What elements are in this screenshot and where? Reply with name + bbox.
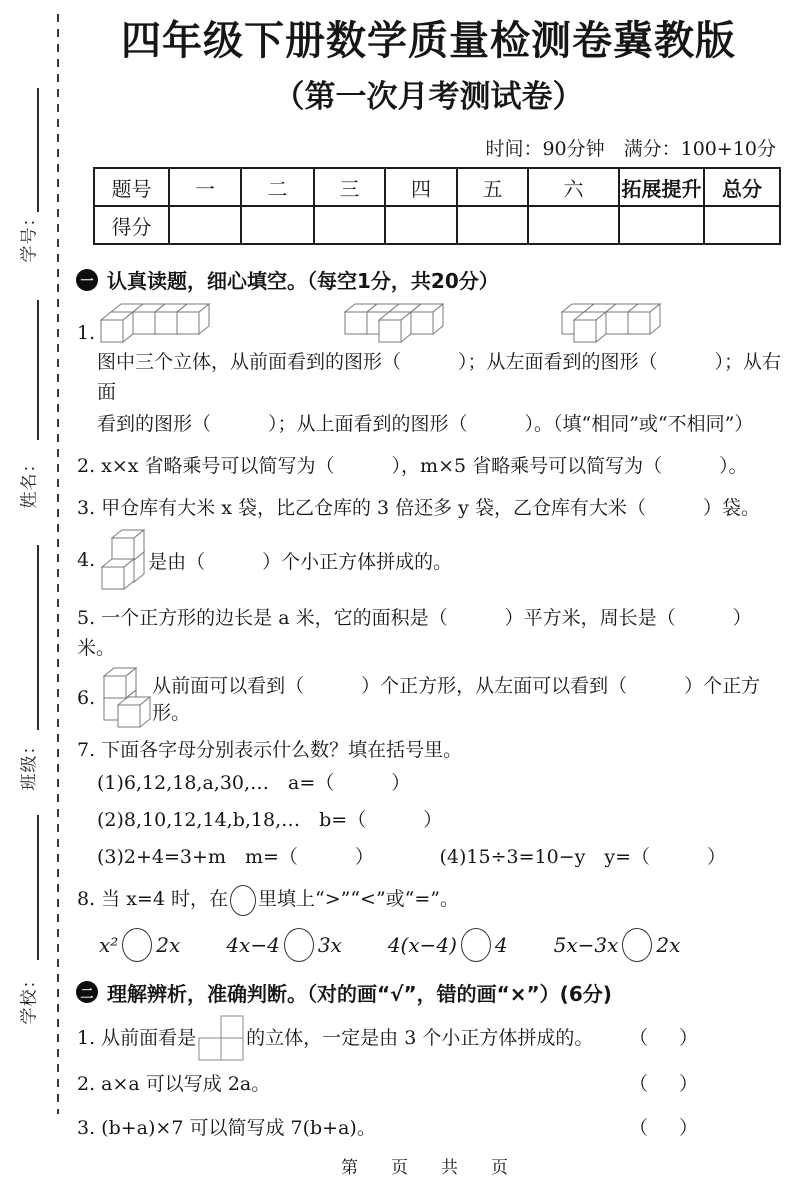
judge-2-answer-blank: （ ） xyxy=(628,1072,704,1095)
exam-meta: 时间：90分钟 满分：100+10分 xyxy=(485,138,776,161)
score-cell-empty xyxy=(704,206,780,244)
score-table xyxy=(93,167,781,245)
comparison-right: 2x xyxy=(656,932,681,957)
score-cell-empty xyxy=(457,206,528,244)
blank-circle-icon xyxy=(461,928,491,962)
comparison-right: 3x xyxy=(317,932,342,957)
school-label: 学校： xyxy=(19,970,40,1025)
class-label: 班级： xyxy=(19,736,40,791)
score-header-cell: 一 xyxy=(169,168,241,206)
score-cell-empty xyxy=(528,206,619,244)
name-blank-line xyxy=(37,300,39,440)
question-8-stem-post: 里填上“>”“<”或“=”。 xyxy=(257,888,460,911)
score-header-cell: 拓展提升 xyxy=(619,168,704,206)
square-figure xyxy=(198,1015,244,1061)
score-cell-empty xyxy=(314,206,385,244)
school-blank-line xyxy=(37,815,39,960)
comparison-right: 2x xyxy=(156,932,181,957)
section-one-badge-icon: 一 xyxy=(76,269,98,291)
score-header-cell: 三 xyxy=(314,168,385,206)
section-one-header xyxy=(76,265,782,294)
question-7-item-3: (3)2+4=3+m m=（ ） xyxy=(97,846,374,869)
page-subtitle: （第一次月考测试卷） xyxy=(273,79,584,115)
comparison-item xyxy=(388,928,508,962)
score-table-score-row xyxy=(94,206,780,244)
comparison-item xyxy=(99,928,180,962)
judge-3-text: 3. (b+a)×7 可以简写成 7(b+a)。 xyxy=(77,1116,376,1139)
page-footer: 第 页 共 页 xyxy=(341,1157,516,1178)
section-two-title: 理解辨析，准确判断。（对的画“√”，错的画“×”）(6分) xyxy=(107,981,612,1006)
comparison-left: 4x−4 xyxy=(226,932,280,957)
question-4-number: 4. xyxy=(77,549,96,572)
page-title: 四年级下册数学质量检测卷冀教版 xyxy=(121,18,736,64)
judge-3-answer-blank: （ ） xyxy=(628,1116,704,1139)
class-blank-line xyxy=(37,545,39,730)
name-label: 姓名： xyxy=(19,454,40,509)
question-6 xyxy=(77,667,782,729)
score-row-label: 得分 xyxy=(94,206,169,244)
cube-figure-1 xyxy=(99,302,221,343)
section-two-header xyxy=(76,978,782,1007)
score-header-cell: 四 xyxy=(385,168,457,206)
cube-figure-5 xyxy=(98,667,152,729)
question-6-text: 从前面可以看到（ ）个正方形，从左面可以看到（ ）个正方形。 xyxy=(152,675,761,725)
score-table-header-row xyxy=(94,168,780,206)
score-cell-empty xyxy=(241,206,314,244)
score-header-cell: 题号 xyxy=(94,168,169,206)
judge-1-pre: 1. 从前面看是 xyxy=(77,1026,197,1049)
score-header-cell: 六 xyxy=(528,168,619,206)
comparison-right: 4 xyxy=(494,932,508,957)
question-7-items-3-4 xyxy=(97,839,782,876)
question-6-number: 6. xyxy=(77,687,96,710)
binding-margin xyxy=(0,0,74,1122)
section-one-title: 认真读题，细心填空。（每空1分，共20分） xyxy=(107,269,499,294)
exam-paper xyxy=(75,0,782,1178)
question-8-stem-pre: 8. 当 x=4 时，在 xyxy=(77,888,228,911)
comparison-left: x² xyxy=(99,932,119,957)
judge-question-3 xyxy=(77,1113,782,1143)
question-5: 5. 一个正方形的边长是 a 米，它的面积是（ ）平方米，周长是（ ）米。 xyxy=(77,607,752,660)
judge-question-1 xyxy=(77,1021,782,1055)
question-1-text-line1: 图中三个立体，从前面看到的图形（ ）；从左面看到的图形（ ）；从右面 xyxy=(97,351,782,404)
question-1-figures xyxy=(77,302,782,343)
judge-2-text: 2. a×a 可以写成 2a。 xyxy=(77,1072,271,1095)
student-id-label: 学号： xyxy=(19,208,40,263)
judge-1-answer-blank: （ ） xyxy=(628,1026,704,1049)
blank-circle-icon xyxy=(622,928,652,962)
question-7-stem: 7. 下面各字母分别表示什么数？填在括号里。 xyxy=(77,739,463,762)
comparison-left: 5x−3x xyxy=(553,932,619,957)
question-7-item-1: (1)6,12,18,a,30,… a=（ ） xyxy=(97,772,411,795)
blank-circle-icon xyxy=(230,885,256,916)
score-cell-empty xyxy=(619,206,704,244)
question-4-text: 是由（ ）个小正方体拼成的。 xyxy=(148,550,453,573)
cube-figure-2 xyxy=(333,302,455,343)
question-1-number: 1. xyxy=(77,322,96,345)
blank-circle-icon xyxy=(122,928,152,962)
question-1-text-line2: 看到的图形（ ）；从上面看到的图形（ ）。（填“相同”或“不相同”） xyxy=(97,413,754,436)
judge-question-2 xyxy=(77,1069,782,1099)
question-8-comparisons xyxy=(99,928,782,962)
cube-figure-4 xyxy=(98,529,148,591)
score-cell-empty xyxy=(385,206,457,244)
score-cell-empty xyxy=(169,206,241,244)
question-4 xyxy=(77,529,782,591)
question-7-item-4: (4)15÷3=10−y y=（ ） xyxy=(439,846,727,869)
question-7-item-2: (2)8,10,12,14,b,18,… b=（ ） xyxy=(97,809,443,832)
question-2: 2. x×x 省略乘号可以简写为（ ），m×5 省略乘号可以简写为（ ）。 xyxy=(77,455,748,478)
comparison-item xyxy=(226,928,342,962)
question-8-stem xyxy=(77,884,782,916)
judge-1-post: 的立体，一定是由 3 个小正方体拼成的。 xyxy=(246,1026,594,1049)
score-header-cell: 总分 xyxy=(704,168,780,206)
score-header-cell: 二 xyxy=(241,168,314,206)
binding-dashed-line xyxy=(57,14,59,1114)
question-7-items xyxy=(97,765,782,876)
comparison-left: 4(x−4) xyxy=(387,932,457,957)
section-two-badge-icon: 二 xyxy=(76,981,98,1003)
student-id-blank-line xyxy=(37,88,39,212)
comparison-item xyxy=(554,928,681,962)
cube-figure-3 xyxy=(550,302,672,343)
blank-circle-icon xyxy=(284,928,314,962)
score-header-cell: 五 xyxy=(457,168,528,206)
question-3: 3. 甲仓库有大米 x 袋，比乙仓库的 3 倍还多 y 袋，乙仓库有大米（ ）袋。 xyxy=(77,497,760,520)
